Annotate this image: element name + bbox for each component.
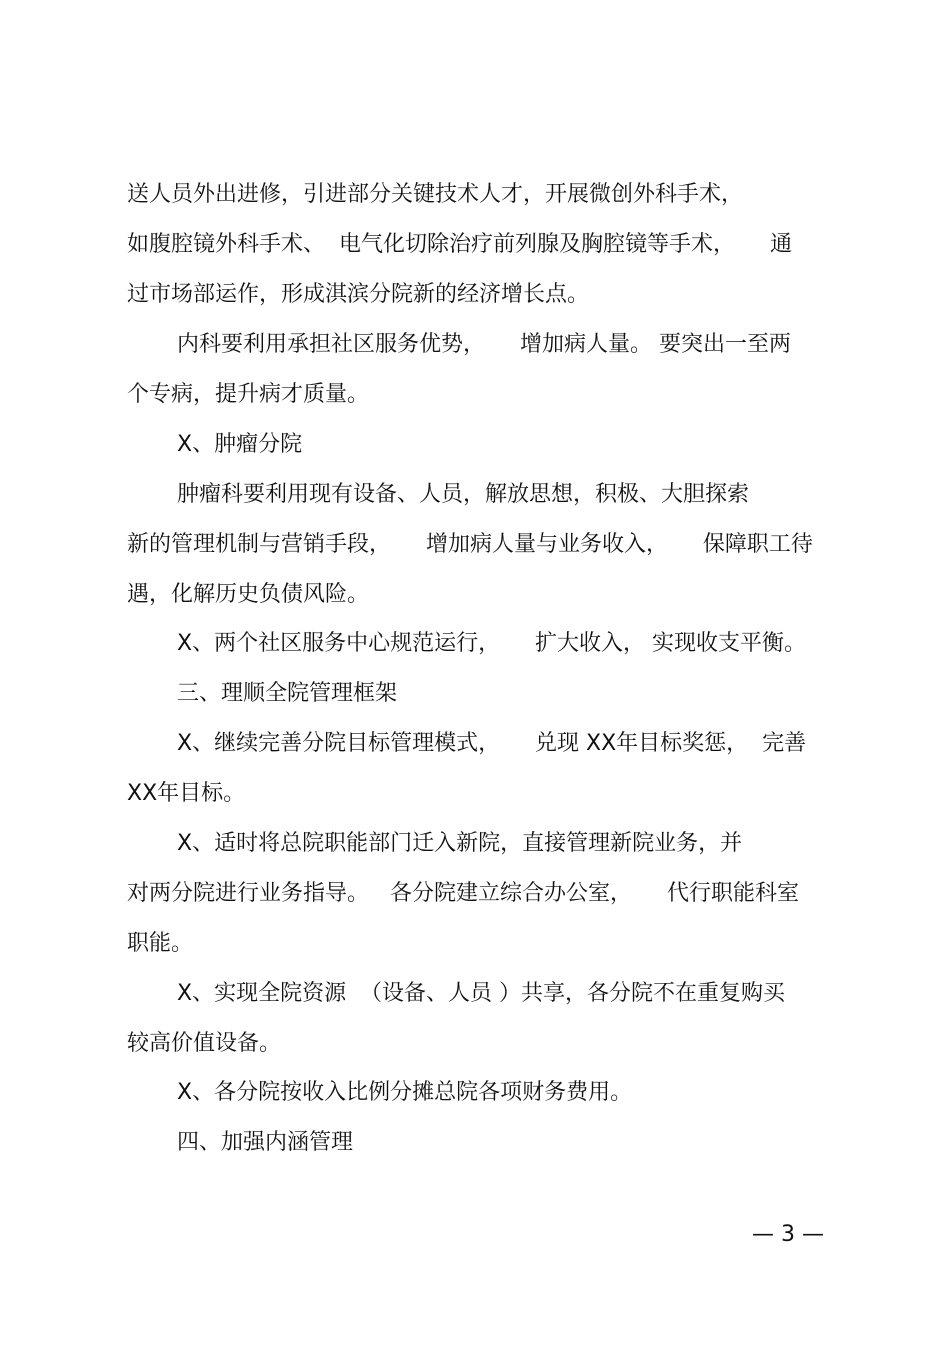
text-line: 过市场部运作，形成淇滨分院新的经济增长点。 <box>127 282 590 307</box>
text-line: 职能。 <box>127 931 194 956</box>
text-line: 送人员外出进修，引进部分关键技术人才，开展微创外科手术， <box>127 182 744 207</box>
text-line: 新的管理机制与营销手段， 增加病人量与业务收入， 保障职工待 <box>127 532 813 557</box>
section-heading: 三、理顺全院管理框架 <box>177 681 398 706</box>
section-heading: X、肿瘤分院 <box>177 432 303 457</box>
text-line: 对两分院进行业务指导。 各分院建立综合办公室， 代行职能科室 <box>127 881 799 906</box>
text-line: X、继续完善分院目标管理模式， 兑现 XX年目标奖惩， 完善 <box>177 731 807 756</box>
text-line: 如腹腔镜外科手术、 电气化切除治疗前列腺及胸腔镜等手术， 通 <box>127 232 792 257</box>
text-line: 内科要利用承担社区服务优势， 增加病人量。 要突出一至两 <box>177 332 791 357</box>
section-heading: 四、加强内涵管理 <box>177 1130 354 1155</box>
text-line: 遇，化解历史负债风险。 <box>127 582 370 607</box>
text-line: X、各分院按收入比例分摊总院各项财务费用。 <box>177 1080 633 1105</box>
page-number: — 3 — <box>752 1222 824 1247</box>
text-line: X、实现全院资源 （设备、人员 ）共享，各分院不在重复购买 <box>177 981 786 1006</box>
text-line: 较高价值设备。 <box>127 1031 282 1056</box>
text-line: XX年目标。 <box>127 781 246 806</box>
text-line: 个专病，提升病才质量。 <box>127 382 370 407</box>
text-line: X、两个社区服务中心规范运行， 扩大收入， 实现收支平衡。 <box>177 631 807 656</box>
text-line: 肿瘤科要利用现有设备、人员，解放思想，积极、大胆探索 <box>177 482 750 507</box>
text-line: X、适时将总院职能部门迁入新院，直接管理新院业务，并 <box>177 831 743 856</box>
